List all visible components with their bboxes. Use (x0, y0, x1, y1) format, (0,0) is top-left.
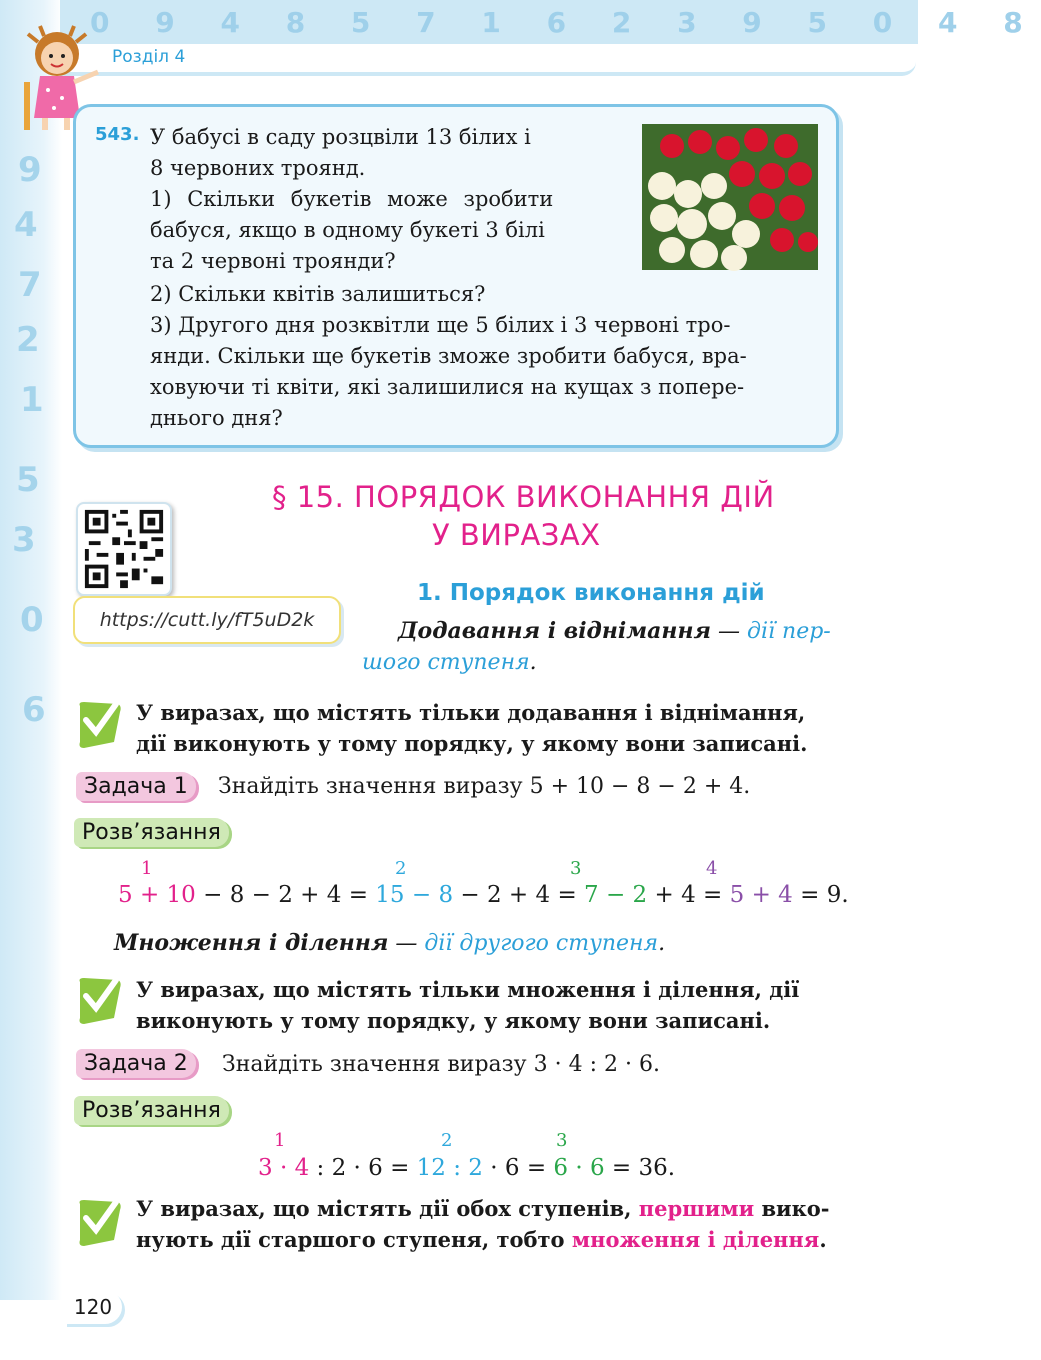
period: . (529, 650, 537, 675)
eq-step-1: 3 · 4 (258, 1155, 310, 1181)
top-decoration-band (60, 0, 1041, 44)
step-number: 3 (570, 858, 582, 879)
rule-3-line (136, 1224, 827, 1255)
task-text-line: 2) Скільки квітів залишиться? (150, 282, 486, 306)
page-number: 120 (64, 1290, 122, 1324)
task-number: 543. (95, 124, 140, 145)
task-text-line: У бабусі в саду розцвіли 13 білих і (150, 125, 531, 149)
step-number: 4 (706, 858, 718, 879)
rule-3-highlight: множення і ділення (571, 1227, 820, 1252)
subsection-title: 1. Порядок виконання дій (417, 580, 765, 606)
eq-part: = 36. (604, 1155, 676, 1181)
rule-3-text: . (819, 1227, 827, 1252)
rule-3-line (136, 1193, 830, 1224)
rule-2-line: виконують у тому порядку, у якому вони записані. (136, 1008, 771, 1033)
rule-3-text: вико- (754, 1196, 830, 1221)
eq-part: − 2 + 4 = (453, 882, 585, 908)
task-1-tag: Задача 1 (76, 772, 196, 801)
rule-2-line: У виразах, що містять тільки множення і ділення, дії (136, 977, 800, 1002)
rule-1-line: У виразах, що містять тільки додавання і віднімання, (136, 700, 806, 725)
task-text-line: та 2 червоні троянди? (150, 249, 396, 273)
decor-digit: 9 (18, 150, 42, 190)
step-number: 2 (395, 858, 407, 879)
intro-first-degree-cont (362, 650, 537, 675)
eq-part: + 4 = (647, 882, 730, 908)
checkmark-icon (74, 974, 124, 1028)
section-title-line2: У ВИРАЗАХ (432, 518, 601, 552)
task-text-line: янди. Скільки ще букетів зможе зробити бабуся, вра- (150, 344, 747, 368)
decor-digits-row: 0 9 4 8 5 7 1 6 2 3 9 5 0 4 8 (90, 6, 1041, 39)
task-text-line: 1) Скільки букетів може зробити (150, 187, 554, 211)
header-bar (60, 44, 916, 76)
rule-3-text: У виразах, що містять дії обох ступенів, (136, 1196, 639, 1221)
task-2-text: Знайдіть значення виразу 3 · 4 : 2 · 6. (222, 1052, 660, 1077)
task-text-line: днього дня? (150, 406, 283, 430)
decor-digit: 2 (16, 320, 40, 360)
eq-part: − 8 − 2 + 4 = (195, 882, 376, 908)
first-degree-term: дії пер- (747, 619, 831, 644)
term-multiplication-division: Множення і ділення (114, 930, 389, 956)
section-title: § 15. ПОРЯДОК ВИКОНАННЯ ДІЙ (272, 480, 775, 514)
side-decoration-strip (0, 0, 62, 1300)
step-number: 1 (274, 1130, 286, 1151)
task-text-line: 8 червоних троянд. (150, 156, 366, 180)
term-addition-subtraction: Додавання і віднімання (398, 618, 712, 644)
intro-second-degree (114, 930, 665, 956)
qr-code[interactable] (76, 502, 172, 596)
dash: — (711, 619, 748, 644)
checkmark-icon (74, 698, 124, 752)
rule-3-highlight: першими (638, 1196, 755, 1221)
decor-digit: 0 (20, 600, 44, 640)
task-2-tag: Задача 2 (76, 1049, 196, 1078)
task-1-text: Знайдіть значення виразу 5 + 10 − 8 − 2 + 4. (218, 774, 751, 799)
decor-digit: 3 (12, 520, 36, 560)
solution-tag: Розв’язання (74, 1096, 229, 1125)
rule-3-text: нують дії старшого ступеня, тобто (136, 1227, 572, 1252)
checkmark-icon (74, 1196, 124, 1250)
first-degree-term-cont: шого ступеня (362, 650, 530, 675)
chapter-label: Розділ 4 (112, 47, 186, 67)
intro-first-degree (398, 618, 831, 644)
eq-step-1: 5 + 10 (118, 882, 196, 908)
step-number: 1 (141, 858, 153, 879)
rule-1-line: дії виконують у тому порядку, у якому вони записані. (136, 731, 808, 756)
decor-digit: 4 (14, 205, 38, 245)
decor-digit: 5 (16, 460, 40, 500)
solution-2-equation (258, 1155, 675, 1181)
roses-photo (642, 124, 818, 270)
solution-1-equation (118, 882, 849, 908)
solution-tag: Розв’язання (74, 818, 229, 847)
task-text-line: ховуючи ті квіти, які залишилися на кущах з попере- (150, 375, 745, 399)
eq-step-3: 6 · 6 (553, 1155, 605, 1181)
decor-digit: 1 (20, 380, 44, 420)
step-number: 3 (556, 1130, 568, 1151)
eq-step-2: 15 − 8 (375, 882, 454, 908)
resource-link[interactable]: https://cutt.ly/fT5uD2k (73, 596, 341, 644)
eq-step-4: 5 + 4 (729, 882, 793, 908)
eq-step-2: 12 : 2 (416, 1155, 483, 1181)
second-degree-term: дії другого ступеня (424, 931, 659, 956)
dash: — (388, 931, 425, 956)
decor-digit: 6 (22, 690, 46, 730)
period: . (658, 931, 666, 956)
step-number: 2 (441, 1130, 453, 1151)
decor-digit: 7 (18, 265, 42, 305)
task-text-line: бабуся, якщо в одному букеті 3 білі (150, 218, 545, 242)
eq-part: : 2 · 6 = (309, 1155, 417, 1181)
eq-part: = 9. (792, 882, 849, 908)
eq-part: · 6 = (482, 1155, 554, 1181)
task-text-line: 3) Другого дня розквітли ще 5 білих і 3 червоні тро- (150, 313, 731, 337)
eq-step-3: 7 − 2 (584, 882, 648, 908)
